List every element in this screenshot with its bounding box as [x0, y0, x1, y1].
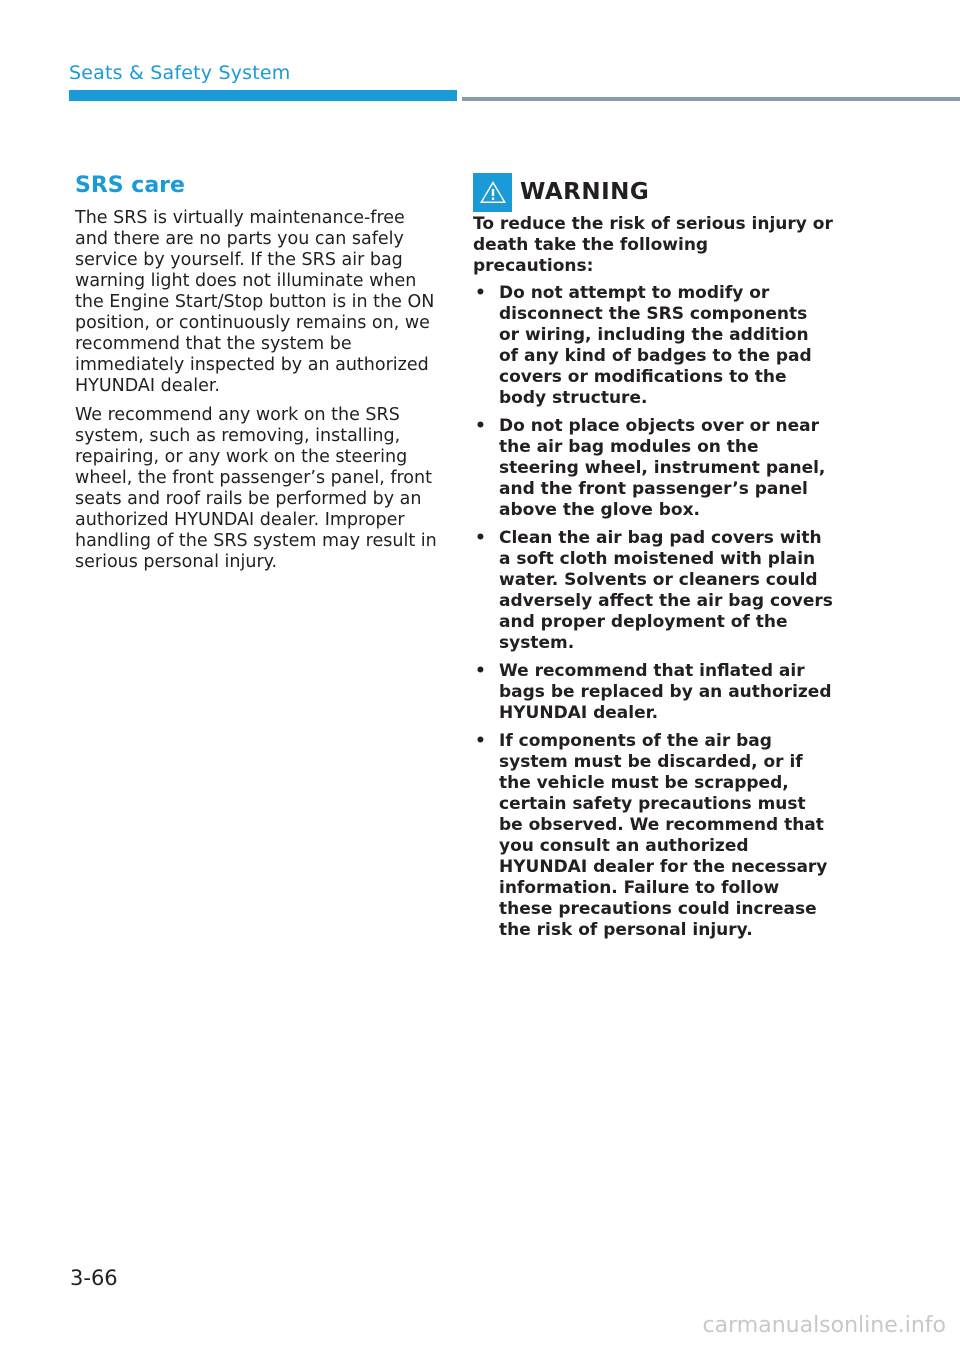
- warning-label: WARNING: [520, 179, 650, 205]
- warning-box: [473, 172, 833, 948]
- left-column: [75, 170, 437, 581]
- bullet-icon: •: [475, 731, 486, 751]
- warning-intro: To reduce the risk of serious injury or death take the following precautions:: [473, 214, 833, 276]
- section-title: SRS care: [75, 173, 185, 198]
- list-item-text: Clean the air bag pad covers with a soft cloth moistened with plain water. Solvents or cleaners could adversely affect the air bag covers and proper deployment of the system.: [499, 528, 833, 653]
- paragraph-service: We recommend any work on the SRS system, such as removing, installing, repairing, or any work on the steering wheel, the front passenger’s panel, front seats and roof rails be performed by an authorized HYUNDAI dealer. Improper handling of the SRS system may result in serious personal injury.: [75, 405, 437, 572]
- list-item: [473, 416, 833, 521]
- bullet-icon: •: [475, 416, 486, 436]
- list-item-text: Do not place objects over or near the air bag modules on the steering wheel, instrument panel, and the front passenger’s panel above the glove box.: [499, 416, 826, 520]
- list-item: [473, 731, 833, 941]
- bullet-icon: •: [475, 528, 486, 548]
- list-item: [473, 661, 833, 724]
- list-item-text: If components of the air bag system must be discarded, or if the vehicle must be scrapped, certain safety precautions must be observed. We recommend that you consult an authorized HYUNDAI dealer for the necessary information. Failure to follow these precautions could increase the risk of personal injury.: [499, 731, 828, 940]
- warning-triangle-icon: [473, 173, 512, 212]
- warning-header: [473, 172, 833, 212]
- section-header-title: Seats & Safety System: [69, 62, 291, 84]
- watermark: carmanualsonline.info: [702, 1313, 946, 1338]
- header-rule-gray: [462, 97, 960, 101]
- list-item: [473, 283, 833, 409]
- header-rule-accent: [69, 90, 457, 101]
- list-item-text: Do not attempt to modify or disconnect the SRS components or wiring, including the addition of any kind of badges to the pad covers or modifications to the body structure.: [499, 283, 812, 408]
- warning-list: [473, 283, 833, 941]
- list-item-text: We recommend that inflated air bags be replaced by an authorized HYUNDAI dealer.: [499, 661, 832, 723]
- bullet-icon: •: [475, 283, 486, 303]
- bullet-icon: •: [475, 661, 486, 681]
- paragraph-maintenance: The SRS is virtually maintenance-free and there are no parts you can safely service by yourself. If the SRS air bag warning light does not illuminate when the Engine Start/Stop button is in the ON position, or continuously remains on, we recommend that the system be immediately inspected by an authorized HYUNDAI dealer.: [75, 208, 435, 396]
- page-number: 3-66: [70, 1266, 118, 1290]
- list-item: [473, 528, 833, 654]
